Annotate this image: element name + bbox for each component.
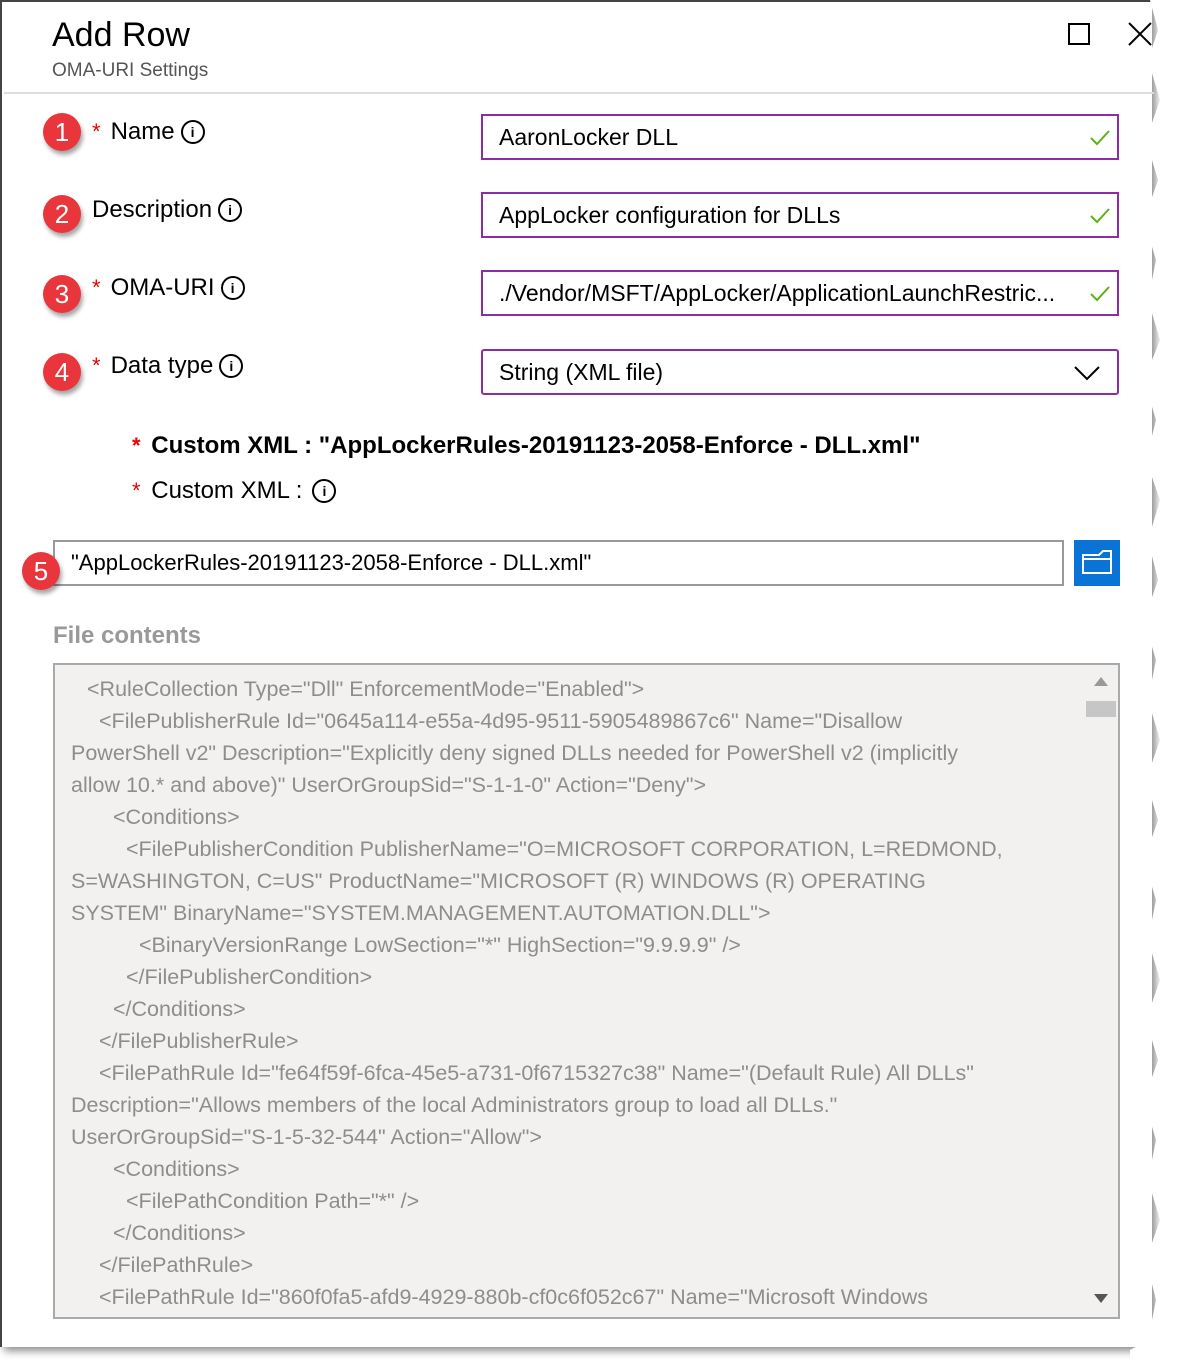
file-line: allow 10.* and above)" UserOrGroupSid="S-1-1-0" Action="Deny"> [71,773,707,797]
required-marker: * [132,433,141,458]
data-type-dropdown[interactable] [481,349,1119,395]
info-icon[interactable]: i [218,198,242,222]
file-line: <FilePublisherCondition PublisherName="O=MICROSOFT CORPORATION, L=REDMOND, [126,837,1003,861]
checkmark-icon [1089,282,1111,304]
oma-uri-label [92,274,245,302]
info-icon[interactable]: i [312,479,336,503]
file-line: <FilePathRule Id="860f0fa5-afd9-4929-880b-cf0c6f052c67" Name="Microsoft Windows [99,1285,929,1309]
chevron-down-icon [1073,365,1101,381]
page-title: Add Row [52,16,190,54]
info-icon[interactable]: i [181,120,205,144]
file-line: S=WASHINGTON, C=US" ProductName="MICROSOFT (R) WINDOWS (R) OPERATING [71,869,926,893]
required-marker: * [92,275,101,300]
scrollbar-thumb[interactable] [1086,701,1116,717]
file-line: PowerShell v2" Description="Explicitly deny signed DLLs needed for PowerShell v2 (implicitly [71,741,959,765]
file-line: <FilePublisherRule Id="0645a114-e55a-4d95-9511-5905489867c6" Name="Disallow [99,709,903,733]
file-line: Description="Allows members of the local Administrators group to load all DLLs." [71,1093,838,1117]
data-type-label [92,352,243,380]
oma-uri-label-text: OMA-URI [110,274,215,301]
name-label [92,118,205,146]
file-line: <FilePathCondition Path="*" /> [126,1189,420,1213]
custom-xml-file-input[interactable]: "AppLockerRules-20191123-2058-Enforce - DLL.xml" [53,540,1064,586]
file-line: <FilePathRule Id="fe64f59f-6fca-45e5-a731-0f6715327c38" Name="(Default Rule) All DLLs" [99,1061,974,1085]
name-input[interactable] [481,114,1119,160]
step-badge-1: 1 [43,113,81,151]
name-label-text: Name [110,118,175,145]
file-line: <BinaryVersionRange LowSection="*" HighSection="9.9.9.9" /> [139,933,741,957]
custom-xml-label [132,477,336,505]
checkmark-icon [1089,126,1111,148]
page-subtitle: OMA-URI Settings [52,60,209,81]
file-line: <Conditions> [113,1157,240,1181]
custom-xml-label-text: Custom XML : [151,477,303,504]
description-input[interactable] [481,192,1119,238]
info-icon[interactable]: i [219,354,243,378]
file-contents-textarea[interactable] [53,663,1120,1319]
step-badge-3: 3 [43,275,81,313]
required-marker: * [132,478,141,503]
name-value: AaronLocker DLL [499,124,678,150]
file-contents-label: File contents [53,622,202,649]
file-line: </Conditions> [113,997,246,1021]
step-badge-4: 4 [43,353,81,391]
scroll-up-arrow[interactable] [1094,677,1108,686]
step-badge-2: 2 [43,195,81,233]
data-type-label-text: Data type [110,352,214,379]
scroll-down-arrow[interactable] [1094,1294,1108,1303]
required-marker: * [92,119,101,144]
torn-edge-decoration [1130,0,1182,1368]
info-icon[interactable]: i [221,276,245,300]
description-label-text: Description [92,196,213,223]
custom-xml-file-label [132,432,920,460]
file-line: </Conditions> [113,1221,246,1245]
file-line: </FilePathRule> [99,1253,254,1277]
custom-xml-file-name: Custom XML : "AppLockerRules-20191123-2058-Enforce - DLL.xml" [151,432,921,459]
file-line: <RuleCollection Type="Dll" EnforcementMode="Enabled"> [87,677,645,701]
file-line: UserOrGroupSid="S-1-5-32-544" Action="Allow"> [71,1125,542,1149]
description-label [92,196,242,224]
file-line: </FilePublisherCondition> [126,965,373,989]
file-line: </FilePublisherRule> [99,1029,299,1053]
checkmark-icon [1089,204,1111,226]
file-line: <Conditions> [113,805,240,829]
description-value: AppLocker configuration for DLLs [499,202,841,228]
oma-uri-input[interactable] [481,270,1119,316]
oma-uri-value: ./Vendor/MSFT/AppLocker/ApplicationLaunchRestric... [499,280,1056,306]
required-marker: * [92,353,101,378]
folder-icon [1081,549,1113,575]
maximize-button[interactable] [1068,23,1090,45]
data-type-value: String (XML file) [499,359,664,385]
browse-file-button[interactable] [1074,540,1120,586]
step-badge-5: 5 [22,552,60,590]
file-line: SYSTEM" BinaryName="SYSTEM.MANAGEMENT.AUTOMATION.DLL"> [71,901,771,925]
header-divider [4,92,1154,94]
